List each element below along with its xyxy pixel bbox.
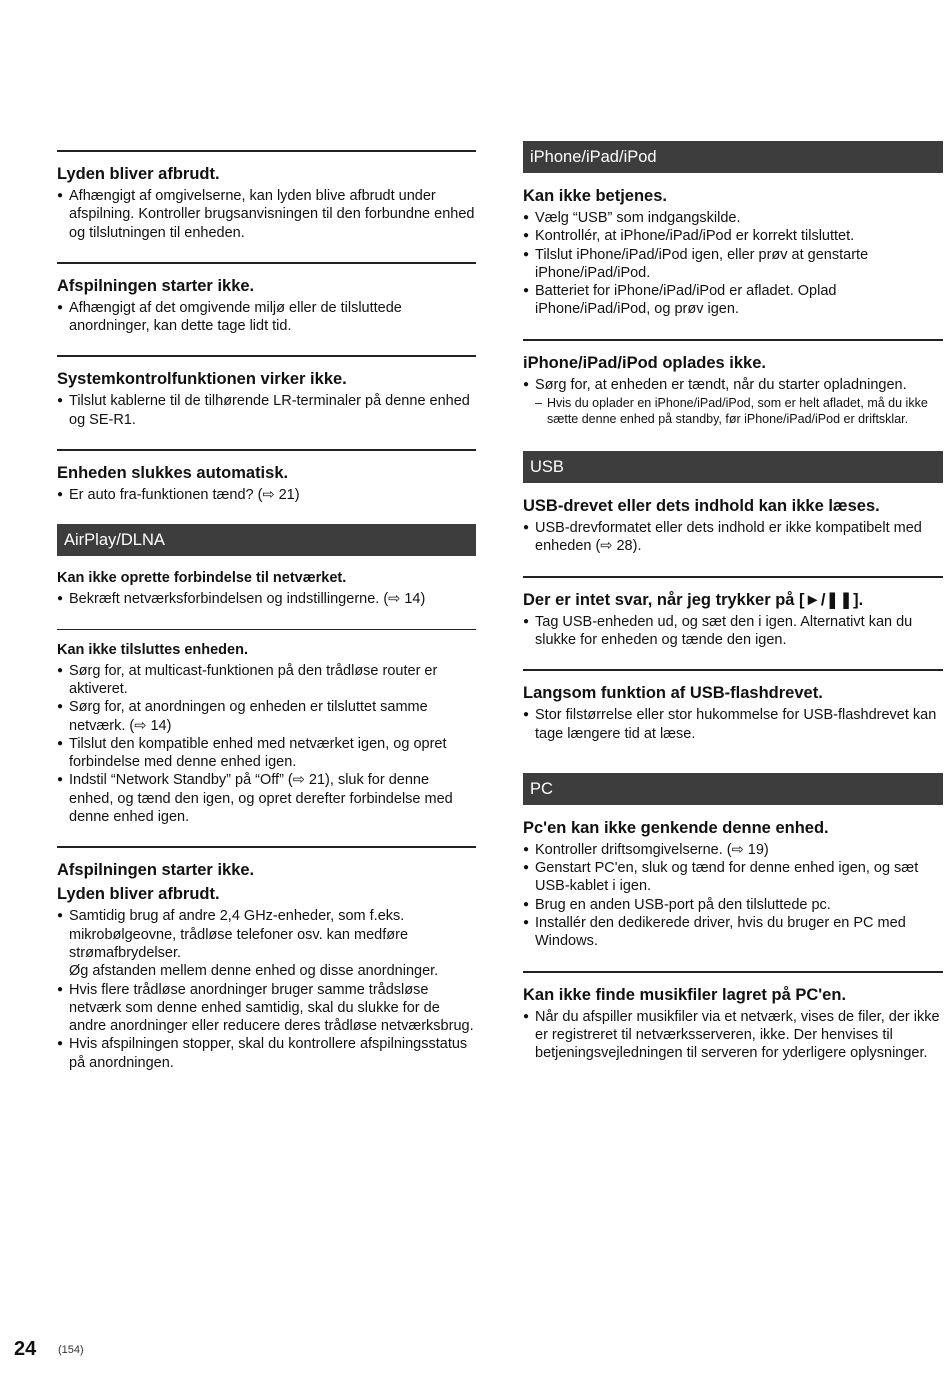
- section-no-response: [523, 576, 943, 650]
- section-title: Kan ikke finde musikfiler lagret på PC'en.: [523, 985, 847, 1004]
- page-reference: (154): [58, 1344, 84, 1356]
- list-item: ● Stor filstørrelse eller stor hukommelse for USB-flashdrevet kan tage længere tid at læse.: [523, 706, 943, 743]
- iphone-header: iPhone/iPad/iPod: [523, 141, 943, 173]
- list-item: ● Hvis flere trådløse anordninger bruger samme trådsløse netværk som denne enhed samtidig, skal du slukke for de andre anordninger eller reducere deres trådløse netværksbrug.: [57, 981, 476, 1036]
- item-text: Samtidig brug af andre 2,4 GHz-enheder, som f.eks. mikrobølgeovne, trådløse telefoner osv. kan medføre strømafbrydelser.: [69, 908, 409, 961]
- section-title: Enheden slukkes automatisk.: [57, 464, 289, 483]
- section-title: Afspilningen starter ikke.: [57, 861, 255, 880]
- dash-note: – Hvis du oplader en iPhone/iPad/iPod, som er helt afladet, må du ikke sætte denne enhed på standby, før iPhone/iPad/iPod er driftsklar.: [523, 395, 943, 427]
- list-item: ● Bekræft netværksforbindelsen og indstillingerne. (⇨ 14): [57, 590, 476, 608]
- list-item: ● USB-drevformatet eller dets indhold er ikke kompatibelt med enheden (⇨ 28).: [523, 519, 943, 556]
- pc-header: PC: [523, 773, 943, 805]
- section-playback-not-starting: [57, 262, 476, 336]
- list-item: ● Tilslut den kompatible enhed med netværket igen, og opret forbindelse med denne enhed igen.: [57, 735, 476, 772]
- list-item: ● Brug en anden USB-port på den tilsluttede pc.: [523, 896, 943, 914]
- right-column: [523, 141, 943, 1083]
- section-title: Lyden bliver afbrudt.: [57, 165, 220, 183]
- list-item: ● Indstil “Network Standby” på “Off” (⇨ 21), sluk for denne enhed, og tænd den igen, og opret derefter forbindelse med denne enhed igen.: [57, 771, 476, 826]
- section-title: Langsom funktion af USB-flashdrevet.: [523, 684, 823, 703]
- list-item: ● Installér den dedikerede driver, hvis du bruger en PC med Windows.: [523, 914, 943, 951]
- list-item: ● Kontroller driftsomgivelserne. (⇨ 19): [523, 841, 943, 859]
- list-item: ● Genstart PC'en, sluk og tænd for denne enhed igen, og sæt USB-kablet i igen.: [523, 859, 943, 896]
- page-number: 24: [14, 1338, 37, 1360]
- section-slow-usb: [523, 669, 943, 743]
- usb-header: USB: [523, 451, 943, 483]
- section-title: Pc'en kan ikke genkende denne enhed.: [523, 818, 829, 837]
- list-item: ● Hvis afspilningen stopper, skal du kontrollere afspilningsstatus på anordningen.: [57, 1035, 476, 1072]
- list-item: ● Sørg for, at anordningen og enheden er tilsluttet samme netværk. (⇨ 14): [57, 698, 476, 735]
- list-item: ● Vælg “USB” som indgangskilde.: [523, 209, 943, 227]
- section-cannot-connect-device: [57, 629, 476, 827]
- section-sound-interrupted: [57, 150, 476, 242]
- list-item: ● Batteriet for iPhone/iPad/iPod er afladet. Oplad iPhone/iPad/iPod, og prøv igen.: [523, 282, 943, 319]
- section-auto-off: [57, 449, 476, 504]
- section-cannot-operate: [523, 173, 943, 319]
- list-item: ● Tilslut iPhone/iPad/iPod igen, eller prøv at genstarte iPhone/iPad/iPod.: [523, 246, 943, 283]
- list-item: ● Er auto fra-funktionen tænd? (⇨ 21): [57, 486, 476, 504]
- list-item: ● Sørg for, at multicast-funktionen på den trådløse router er aktiveret.: [57, 662, 476, 699]
- section-title: iPhone/iPad/iPod oplades ikke.: [523, 353, 766, 372]
- section-title: Kan ikke betjenes.: [523, 187, 667, 205]
- item-continuation: Øg afstanden mellem denne enhed og disse anordninger.: [69, 963, 439, 980]
- section-playback-interrupted: [57, 846, 476, 1072]
- section-usb-unreadable: [523, 483, 943, 556]
- section-music-files: [523, 971, 943, 1063]
- list-item: ● Tag USB-enheden ud, og sæt den i igen. Alternativt kan du slukke for enheden og tænde den igen.: [523, 613, 943, 650]
- list-item: ● Kontrollér, at iPhone/iPad/iPod er korrekt tilsluttet.: [523, 227, 943, 245]
- list-item: ● Sørg for, at enheden er tændt, når du starter opladningen.: [523, 376, 943, 394]
- list-item: ● Afhængigt af omgivelserne, kan lyden blive afbrudt under afspilning. Kontroller brugsanvisningen til den forbundne enhed og tilslutningen til enheden.: [57, 187, 476, 242]
- section-title: USB-drevet eller dets indhold kan ikke læses.: [523, 497, 880, 516]
- list-item: [57, 907, 476, 980]
- section-title: Kan ikke oprette forbindelse til netværket.: [57, 570, 347, 587]
- section-title: Afspilningen starter ikke.: [57, 276, 255, 295]
- list-item: ● Tilslut kablerne til de tilhørende LR-terminaler på denne enhed og SE-R1.: [57, 392, 476, 429]
- section-network-connection: [57, 556, 476, 608]
- section-title: Systemkontrolfunktionen virker ikke.: [57, 370, 347, 389]
- list-item: ● Afhængigt af det omgivende miljø eller de tilsluttede anordninger, kan dette tage lidt tid.: [57, 299, 476, 336]
- left-column: [57, 150, 476, 1092]
- airplay-dlna-header: AirPlay/DLNA: [57, 524, 476, 556]
- section-not-charging: [523, 339, 943, 427]
- section-title: Kan ikke tilsluttes enheden.: [57, 641, 248, 658]
- list-item: ● Når du afspiller musikfiler via et netværk, vises de filer, der ikke er registreret til netværksserveren, ikke. Der henvises til betjeningsvejledningen til serveren for yderligere oplysninger.: [523, 1008, 943, 1063]
- section-title: Der er intet svar, når jeg trykker på [►/❚❚].: [523, 590, 864, 609]
- section-pc-not-recognize: [523, 805, 943, 951]
- section-title: Lyden bliver afbrudt.: [57, 885, 220, 904]
- section-system-control: [57, 355, 476, 429]
